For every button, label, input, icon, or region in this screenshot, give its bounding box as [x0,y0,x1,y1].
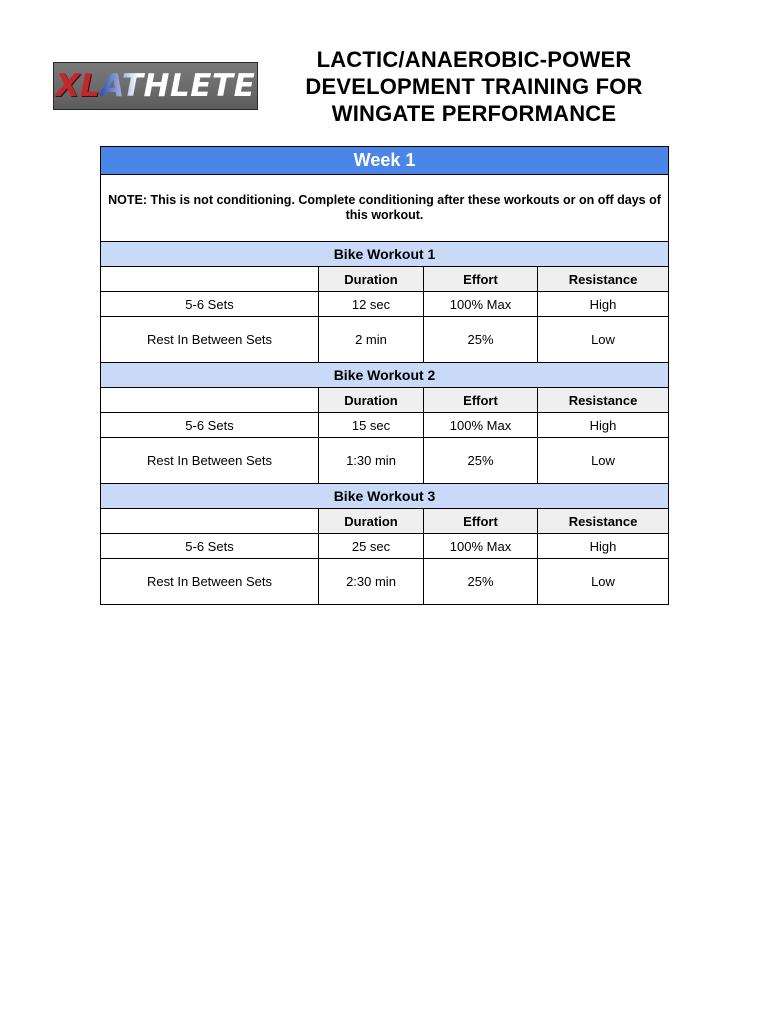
column-header-row [101,509,669,534]
note-text: NOTE: This is not conditioning. Complete conditioning after these workouts or on off days of this workout. [101,175,669,242]
table-row [101,317,669,363]
effort-header: Effort [424,267,538,292]
table-row [101,413,669,438]
resistance-header: Resistance [538,388,669,413]
rest-label-cell: Rest In Between Sets [101,438,319,484]
workout-table [100,146,669,605]
logo-wordmark [55,67,256,104]
rest-duration-cell: 2 min [319,317,424,363]
workout-title: Bike Workout 2 [101,363,669,388]
rest-label-cell: Rest In Between Sets [101,559,319,605]
title-line-3: WINGATE PERFORMANCE [331,101,617,126]
resistance-header: Resistance [538,267,669,292]
title-line-1: LACTIC/ANAEROBIC-POWER [316,47,632,72]
rest-effort-cell: 25% [424,559,538,605]
workout-title: Bike Workout 3 [101,484,669,509]
duration-header: Duration [319,388,424,413]
workout-header-row [101,363,669,388]
sets-duration-cell: 12 sec [319,292,424,317]
rest-resistance-cell: Low [538,438,669,484]
sets-duration-cell: 15 sec [319,413,424,438]
sets-effort-cell: 100% Max [424,413,538,438]
note-row [101,175,669,242]
logo-xl-text: XL [55,67,101,104]
effort-header: Effort [424,388,538,413]
sets-effort-cell: 100% Max [424,534,538,559]
sets-label-cell: 5-6 Sets [101,534,319,559]
workout-header-row [101,242,669,267]
rest-effort-cell: 25% [424,438,538,484]
duration-header: Duration [319,509,424,534]
rest-duration-cell: 1:30 min [319,438,424,484]
rest-effort-cell: 25% [424,317,538,363]
rest-duration-cell: 2:30 min [319,559,424,605]
blank-header-cell [101,509,319,534]
table-row [101,292,669,317]
sets-label-cell: 5-6 Sets [101,292,319,317]
sets-label-cell: 5-6 Sets [101,413,319,438]
sets-duration-cell: 25 sec [319,534,424,559]
week-header-row [101,147,669,175]
sets-resistance-cell: High [538,534,669,559]
resistance-header: Resistance [538,509,669,534]
rest-resistance-cell: Low [538,317,669,363]
week-title: Week 1 [101,147,669,175]
table-row [101,438,669,484]
table-row [101,534,669,559]
column-header-row [101,267,669,292]
table-row [101,559,669,605]
blank-header-cell [101,267,319,292]
sets-resistance-cell: High [538,292,669,317]
column-header-row [101,388,669,413]
sets-resistance-cell: High [538,413,669,438]
title-line-2: DEVELOPMENT TRAINING FOR [305,74,643,99]
duration-header: Duration [319,267,424,292]
rest-resistance-cell: Low [538,559,669,605]
workout-title: Bike Workout 1 [101,242,669,267]
blank-header-cell [101,388,319,413]
workout-header-row [101,484,669,509]
sets-effort-cell: 100% Max [424,292,538,317]
xlathlete-logo [53,62,258,110]
rest-label-cell: Rest In Between Sets [101,317,319,363]
effort-header: Effort [424,509,538,534]
page-title [286,46,662,127]
logo-athlete-text: ATHLETE [100,67,256,104]
